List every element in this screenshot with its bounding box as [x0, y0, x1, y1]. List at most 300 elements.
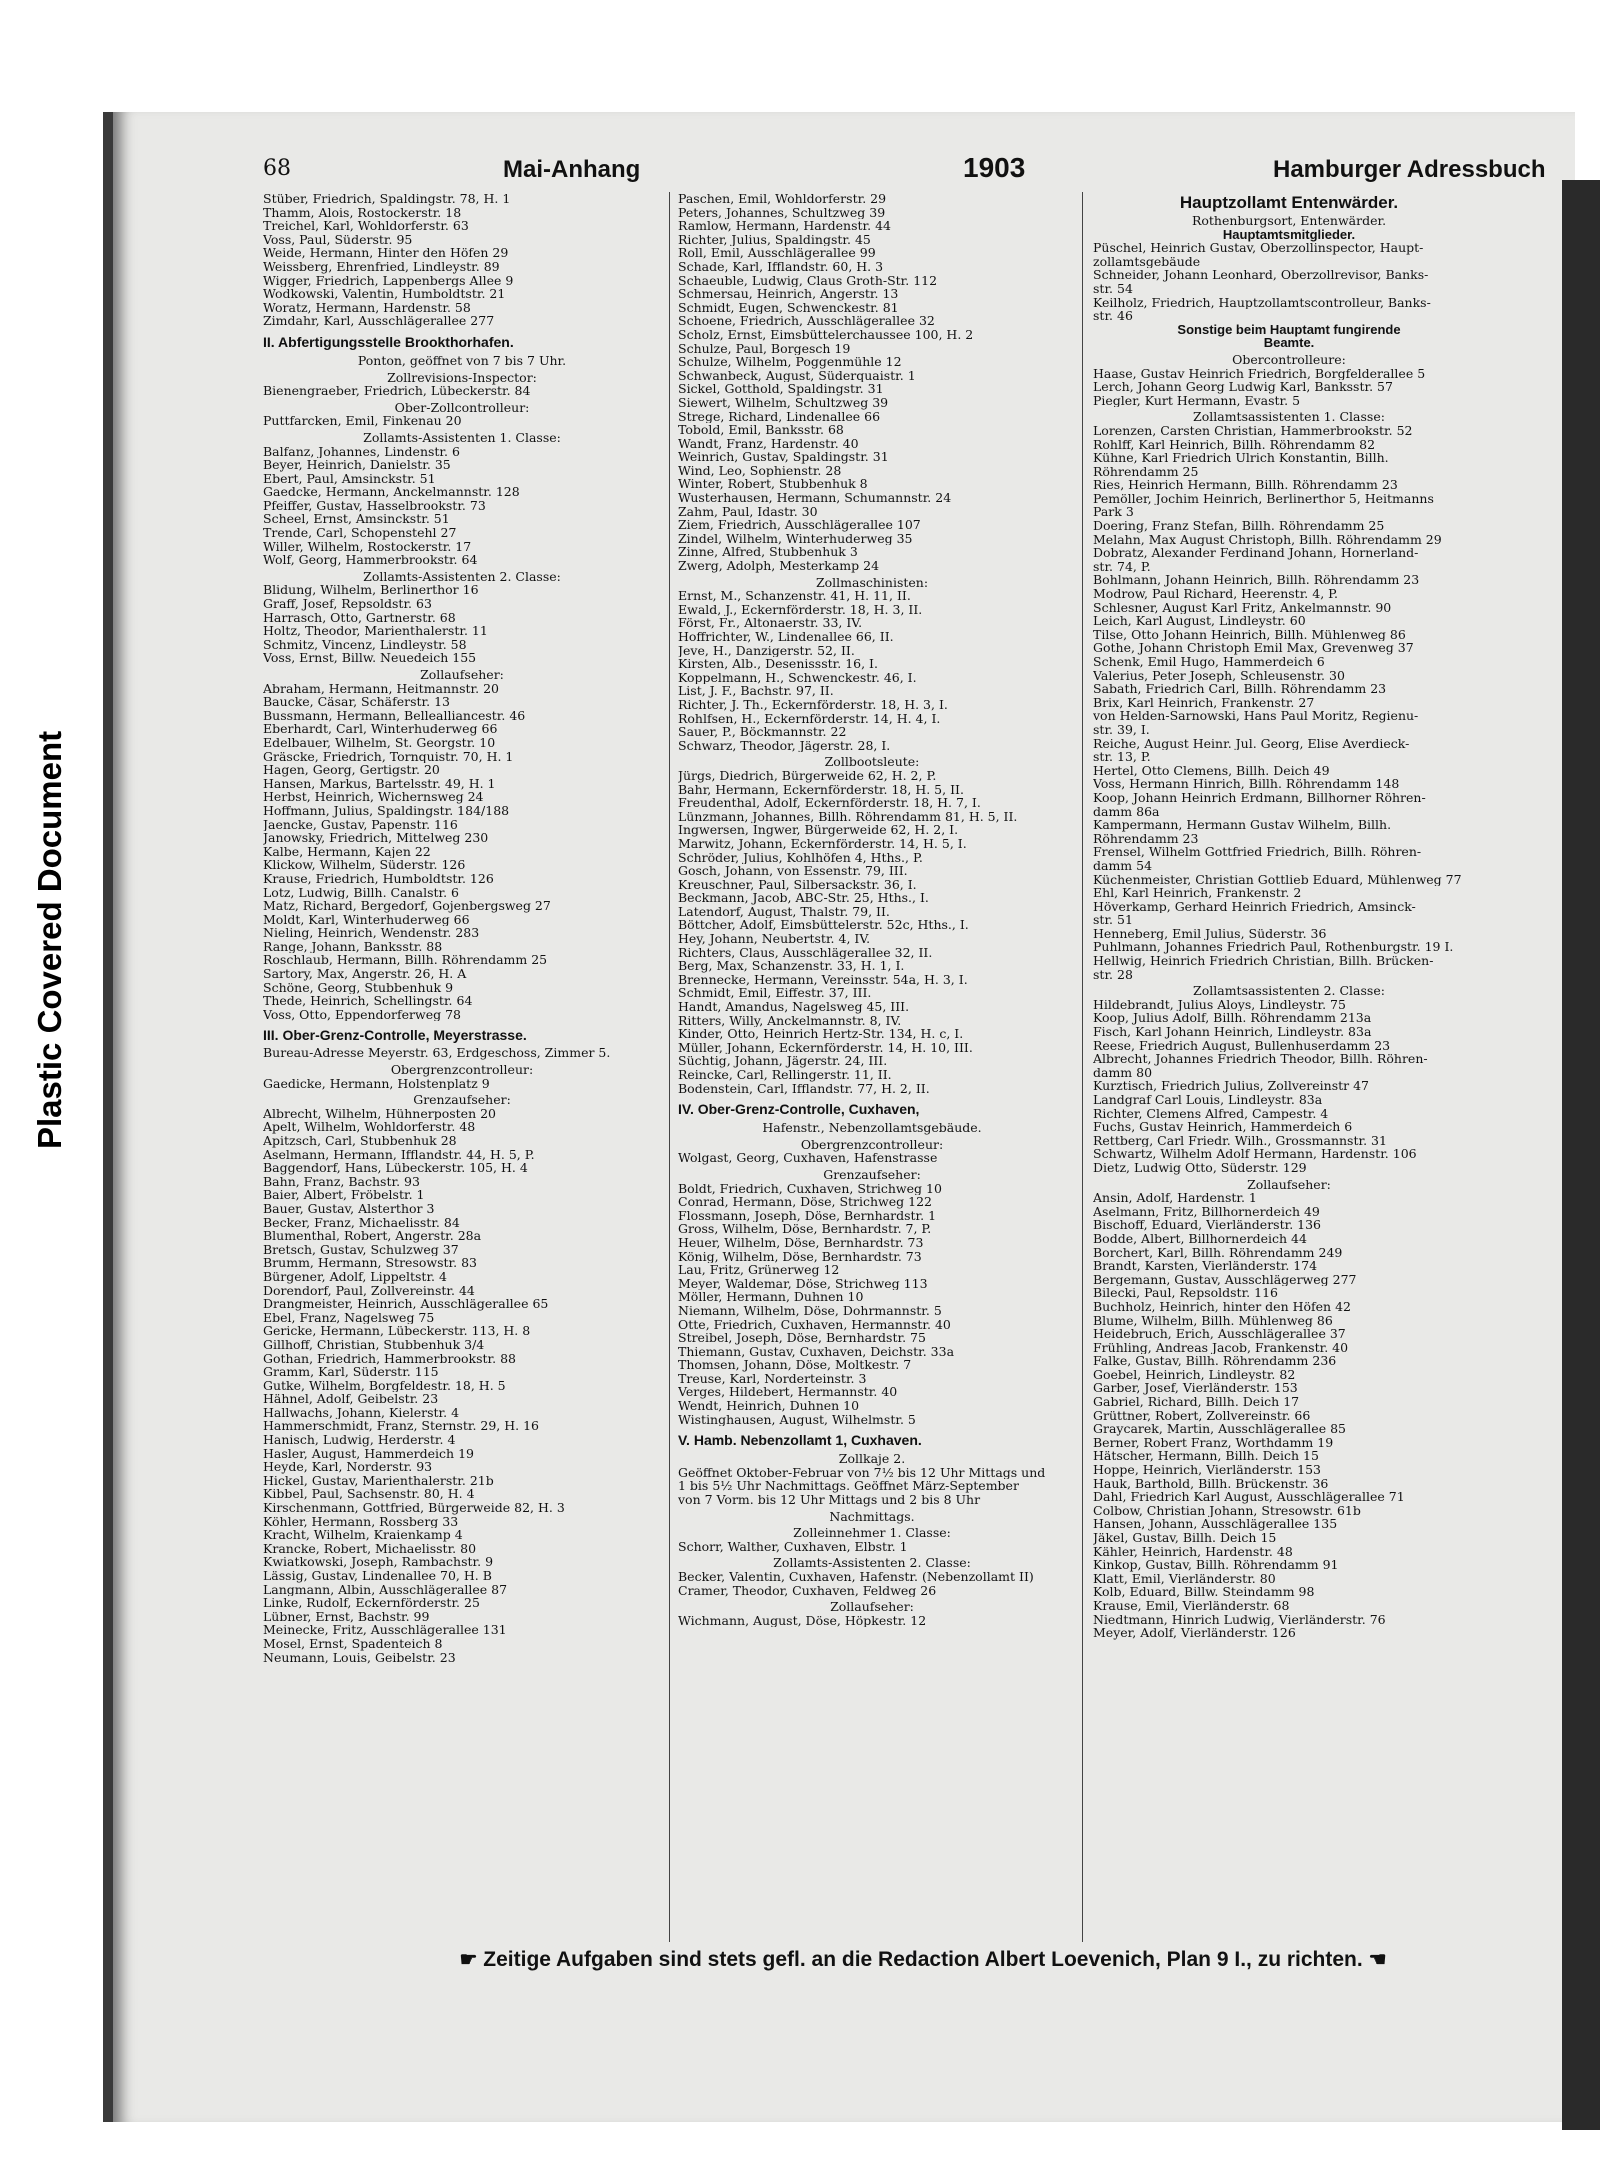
directory-entry: Schaeuble, Ludwig, Claus Groth-Str. 112 — [678, 273, 938, 288]
directory-entry: Thomsen, Johann, Döse, Moltkestr. 7 — [678, 1358, 912, 1372]
directory-entry: Bauer, Gustav, Alsterthor 3 — [263, 1201, 435, 1216]
directory-entry: Höverkamp, Gerhard Heinrich Friedrich, Amsinck- — [1093, 899, 1416, 914]
directory-entry: Wigger, Friedrich, Lappenbergs Allee 9 — [263, 273, 514, 288]
directory-entry: Aselmann, Hermann, Ifflandstr. 44, H. 5, P. — [263, 1147, 535, 1162]
category-label: Zollaufseher: — [1247, 1176, 1331, 1192]
directory-entry: Hansen, Johann, Ausschlägerallee 135 — [1093, 1517, 1338, 1531]
directory-entry: Wolgast, Georg, Cuxhaven, Hafenstrasse — [678, 1151, 938, 1165]
directory-entry: Doering, Franz Stefan, Billh. Röhrendamm 25 — [1093, 519, 1385, 533]
directory-entry: Thede, Heinrich, Schellingstr. 64 — [263, 994, 473, 1008]
category-label: Ponton, geöffnet von 7 bis 7 Uhr. — [357, 352, 567, 368]
directory-entry: Beckmann, Jacob, ABC-Str. 25, Hths., I. — [678, 891, 929, 905]
directory-entry: Blume, Wilhelm, Billh. Mühlenweg 86 — [1093, 1313, 1333, 1328]
directory-entry: Hanisch, Ludwig, Herderstr. 4 — [263, 1433, 456, 1447]
directory-entry: Bretsch, Gustav, Schulzweg 37 — [263, 1242, 459, 1257]
directory-entry: Krause, Friedrich, Humboldtstr. 126 — [263, 871, 494, 886]
category-label: Zollkaje 2. — [838, 1451, 906, 1467]
directory-entry: Koppelmann, H., Schwenckestr. 46, I. — [678, 670, 917, 685]
category-label: Zollrevisions-Inspector: — [387, 369, 537, 385]
directory-entry: Lünzmann, Johannes, Billh. Röhrendamm 81, H. 5, II. — [678, 809, 1018, 824]
category-label: Zollamtsassistenten 1. Classe: — [1193, 409, 1385, 425]
column-left — [263, 192, 661, 1664]
directory-entry: Gross, Wilhelm, Döse, Bernhardstr. 7, P. — [678, 1222, 932, 1236]
side-label: Plastic Covered Document — [31, 730, 68, 1149]
directory-entry: Schmersau, Heinrich, Angerstr. 13 — [678, 287, 899, 301]
directory-entry: damm 54 — [1093, 858, 1153, 873]
directory-entry: Wichmann, August, Döse, Höpkestr. 12 — [678, 1613, 927, 1628]
directory-entry: Conrad, Hermann, Döse, Strichweg 122 — [678, 1195, 932, 1209]
category-label: Zollbootsleute: — [824, 754, 920, 770]
column-divider — [669, 192, 670, 1942]
directory-entry: Treuse, Karl, Norderteinstr. 3 — [678, 1371, 867, 1386]
directory-entry: Sartory, Max, Angerstr. 26, H. A — [263, 967, 467, 981]
directory-entry: Brumm, Hermann, Stresowstr. 83 — [263, 1256, 477, 1270]
directory-entry: Hoppe, Heinrich, Vierländerstr. 153 — [1093, 1463, 1321, 1477]
directory-entry: Kolb, Eduard, Billw. Steindamm 98 — [1093, 1585, 1315, 1599]
directory-entry: Hagen, Georg, Gertigstr. 20 — [263, 763, 440, 777]
header-left-title: Mai-Anhang — [503, 156, 641, 183]
directory-entry: Kinder, Otto, Heinrich Hertz-Str. 134, H. c, I. — [678, 1027, 964, 1041]
directory-entry: Range, Johann, Banksstr. 88 — [263, 939, 443, 954]
directory-entry: Langmann, Albin, Ausschlägerallee 87 — [263, 1582, 508, 1597]
directory-entry: Becker, Franz, Michaelisstr. 84 — [263, 1215, 460, 1230]
directory-entry: Zimdahr, Karl, Ausschlägerallee 277 — [263, 314, 495, 328]
directory-entry: Zwerg, Adolph, Mesterkamp 24 — [678, 559, 880, 573]
directory-entry: Hammerschmidt, Franz, Sternstr. 29, H. 16 — [263, 1419, 540, 1434]
directory-entry: Landgraf Carl Louis, Lindleystr. 83a — [1093, 1093, 1323, 1107]
directory-entry: Flossmann, Joseph, Döse, Bernhardstr. 1 — [678, 1208, 937, 1223]
directory-entry: Freudenthal, Adolf, Eckernförderstr. 18, H. 7, I. — [678, 796, 981, 810]
directory-entry: Jaencke, Gustav, Papenstr. 116 — [263, 817, 458, 832]
directory-entry: Hoffrichter, W., Lindenallee 66, II. — [678, 630, 894, 644]
directory-entry: damm 80 — [1093, 1065, 1153, 1080]
directory-entry: Rohlff, Karl Heinrich, Billh. Röhrendamm 82 — [1093, 437, 1376, 452]
category-label: Zollamts-Assistenten 1. Classe: — [363, 429, 561, 445]
category-label: Zollamts-Assistenten 2. Classe: — [363, 568, 561, 584]
directory-entry: Aselmann, Fritz, Billhornerdeich 49 — [1093, 1204, 1320, 1219]
directory-entry: Bischoff, Eduard, Vierländerstr. 136 — [1093, 1218, 1322, 1232]
directory-entry: Keilholz, Friedrich, Hauptzollamtscontrolleur, Banks- — [1093, 295, 1431, 310]
directory-entry: Hey, Johann, Neubertstr. 4, IV. — [678, 932, 871, 946]
directory-entry: Albrecht, Johannes Friedrich Theodor, Billh. Röhren- — [1093, 1052, 1428, 1066]
directory-entry: Neumann, Louis, Geibelstr. 23 — [263, 1650, 456, 1665]
directory-entry: Gaedcke, Hermann, Anckelmannstr. 128 — [263, 485, 520, 499]
directory-entry: Harrasch, Otto, Gartnerstr. 68 — [263, 610, 456, 625]
directory-entry: Puttfarcken, Emil, Finkenau 20 — [263, 414, 462, 428]
directory-entry: Ewald, J., Eckernförderstr. 18, H. 3, II. — [678, 602, 923, 617]
directory-entry: Müller, Johann, Eckernförderstr. 14, H. 10, III. — [678, 1040, 973, 1055]
category-label: Obergrenzcontrolleur: — [800, 1136, 944, 1152]
directory-entry: Ernst, M., Schanzenstr. 41, H. 11, II. — [678, 589, 911, 603]
directory-entry: Wodkowski, Valentin, Humboldtstr. 21 — [263, 287, 506, 301]
pointing-hand-right-icon: ☚ — [1368, 1949, 1387, 1971]
directory-entry: Klickow, Wilhelm, Süderstr. 126 — [263, 858, 466, 872]
directory-entry: Boldt, Friedrich, Cuxhaven, Strichweg 10 — [678, 1181, 942, 1196]
directory-entry: str. 28 — [1093, 967, 1133, 982]
directory-entry: Lübner, Ernst, Bachstr. 99 — [263, 1609, 430, 1624]
page-number: 68 — [263, 156, 291, 181]
directory-entry: Baier, Albert, Fröbelstr. 1 — [263, 1188, 425, 1202]
directory-entry: Bilecki, Paul, Repsoldstr. 116 — [1093, 1286, 1278, 1300]
directory-entry: Heyde, Karl, Norderstr. 93 — [263, 1460, 433, 1474]
directory-entry: Först, Fr., Altonaerstr. 33, IV. — [678, 616, 863, 630]
directory-entry: Lau, Fritz, Grünerweg 12 — [678, 1263, 840, 1277]
directory-entry: Meinecke, Fritz, Ausschlägerallee 131 — [263, 1623, 507, 1637]
directory-entry: Ansin, Adolf, Hardenstr. 1 — [1093, 1191, 1257, 1205]
header-right-title: Hamburger Adressbuch — [1273, 156, 1546, 183]
directory-entry: Süchtig, Johann, Jägerstr. 24, III. — [678, 1054, 888, 1068]
directory-entry: Blidung, Wilhelm, Berlinerthor 16 — [263, 583, 479, 598]
directory-entry: Jäkel, Gustav, Billh. Deich 15 — [1093, 1531, 1277, 1545]
directory-entry: Berner, Robert Franz, Worthdamm 19 — [1093, 1435, 1334, 1450]
directory-entry: Colbow, Christian Johann, Stresowstr. 61b — [1093, 1503, 1361, 1518]
directory-entry: Rohlfsen, H., Eckernförderstr. 14, H. 4, I. — [678, 711, 941, 726]
directory-entry: Lorenzen, Carsten Christian, Hammerbrookstr. 52 — [1093, 423, 1413, 438]
directory-entry: Pfeiffer, Gustav, Hasselbrookstr. 73 — [263, 498, 486, 513]
page-content — [263, 152, 1583, 2122]
footer-notice — [343, 1947, 1503, 1972]
directory-entry: Böttcher, Adolf, Eimsbüttelerstr. 52c, Hths., I. — [678, 918, 969, 933]
directory-entry: Ramlow, Hermann, Hardenstr. 44 — [678, 219, 891, 233]
page-edge-shadow — [1562, 180, 1600, 2130]
directory-entry: Stüber, Friedrich, Spaldingstr. 78, H. 1 — [263, 192, 511, 206]
directory-entry: Richters, Claus, Ausschlägerallee 32, II. — [678, 945, 933, 960]
directory-entry: Becker, Valentin, Cuxhaven, Hafenstr. (Nebenzollamt II) — [678, 1570, 1034, 1584]
directory-entry: Bureau-Adresse Meyerstr. 63, Erdgeschoss, Zimmer 5. — [263, 1046, 611, 1061]
directory-entry: Brix, Karl Heinrich, Frankenstr. 27 — [1093, 695, 1315, 710]
category-label: Nachmittags. — [829, 1508, 915, 1524]
directory-entry: Schöne, Georg, Stubbenhuk 9 — [263, 980, 454, 995]
category-label: Zollamts-Assistenten 2. Classe: — [773, 1555, 971, 1571]
directory-entry: Paschen, Emil, Wohldorferstr. 29 — [678, 192, 887, 206]
category-label: Obercontrolleure: — [1232, 351, 1346, 367]
category-label: Grenzaufseher: — [413, 1092, 511, 1108]
directory-entry: Meyer, Waldemar, Döse, Strichweg 113 — [678, 1276, 928, 1291]
directory-entry: Röhrendamm 25 — [1093, 464, 1199, 479]
directory-entry: Voss, Otto, Eppendorferweg 78 — [263, 1007, 462, 1022]
subsection-heading: Beamte. — [1263, 335, 1315, 351]
directory-entry: Koop, Julius Adolf, Billh. Röhrendamm 213a — [1093, 1011, 1372, 1026]
directory-entry: Ingwersen, Ingwer, Bürgerweide 62, H. 2, I. — [678, 823, 959, 837]
directory-entry: List, J. F., Bachstr. 97, II. — [678, 684, 834, 698]
directory-entry: Grüttner, Robert, Zollvereinstr. 66 — [1093, 1408, 1311, 1423]
directory-entry: Meyer, Adolf, Vierländerstr. 126 — [1093, 1626, 1296, 1640]
directory-entry: Holtz, Theodor, Marienthalerstr. 11 — [263, 624, 488, 638]
directory-entry: Wistinghausen, August, Wilhelmstr. 5 — [678, 1412, 916, 1427]
directory-entry: Pemöller, Jochim Heinrich, Berlinerthor 5, Heitmanns — [1093, 491, 1434, 506]
directory-entry: Weissberg, Ehrenfried, Lindleystr. 89 — [263, 259, 500, 274]
category-label: Hafenstr., Nebenzollamtsgebäude. — [762, 1120, 982, 1136]
directory-entry: Tilse, Otto Johann Heinrich, Billh. Mühlenweg 86 — [1093, 627, 1406, 642]
pointing-hand-left-icon: ☛ — [459, 1949, 478, 1971]
directory-entry: Kühne, Karl Friedrich Ulrich Konstantin, Billh. — [1093, 451, 1389, 465]
directory-entry: Richter, Clemens Alfred, Campestr. 4 — [1093, 1106, 1329, 1121]
directory-entry: Schneider, Johann Leonhard, Oberzollrevisor, Banks- — [1093, 268, 1429, 282]
directory-entry: Krancke, Robert, Michaelisstr. 80 — [263, 1541, 477, 1556]
directory-entry: Bahn, Franz, Bachstr. 93 — [263, 1174, 420, 1189]
directory-entry: Baucke, Cäsar, Schäferstr. 13 — [263, 695, 450, 709]
directory-entry: Kampermann, Hermann Gustav Wilhelm, Billh. — [1093, 818, 1392, 832]
directory-entry: Schlesner, August Karl Fritz, Ankelmannstr. 90 — [1093, 600, 1392, 615]
directory-entry: Piegler, Kurt Hermann, Evastr. 5 — [1093, 393, 1301, 408]
directory-entry: Schorr, Walther, Cuxhaven, Elbstr. 1 — [678, 1539, 908, 1554]
directory-entry: Kinkop, Gustav, Billh. Röhrendamm 91 — [1093, 1558, 1339, 1572]
directory-entry: Schmidt, Emil, Eiffestr. 37, III. — [678, 986, 872, 1001]
directory-entry: Roschlaub, Hermann, Billh. Röhrendamm 25 — [263, 953, 548, 968]
directory-entry: Park 3 — [1093, 505, 1134, 520]
directory-entry: Gillhoff, Christian, Stubbenhuk 3/4 — [263, 1337, 485, 1352]
directory-entry: Falke, Gustav, Billh. Röhrendamm 236 — [1093, 1354, 1337, 1368]
category-label: Zollaufseher: — [830, 1599, 914, 1615]
directory-entry: Streibel, Joseph, Döse, Bernhardstr. 75 — [678, 1331, 926, 1345]
directory-entry: Schwanbeck, August, Süderquaistr. 1 — [678, 368, 916, 383]
directory-entry: Hansen, Markus, Bartelsstr. 49, H. 1 — [263, 776, 496, 791]
directory-entry: Thamm, Alois, Rostockerstr. 18 — [263, 205, 462, 220]
directory-entry: str. 46 — [1093, 309, 1133, 323]
directory-entry: Linke, Rudolf, Eckernförderstr. 25 — [263, 1596, 480, 1610]
directory-entry: Bodde, Albert, Billhornerdeich 44 — [1093, 1231, 1307, 1246]
directory-entry: Ehl, Karl Heinrich, Frankenstr. 2 — [1093, 886, 1302, 900]
directory-entry: Köhler, Hermann, Rossberg 33 — [263, 1514, 459, 1529]
directory-entry: Latendorf, August, Thalstr. 79, II. — [678, 904, 890, 919]
directory-entry: Weide, Hermann, Hinter den Höfen 29 — [263, 246, 509, 260]
directory-entry: Hähnel, Adolf, Geibelstr. 23 — [263, 1392, 439, 1406]
directory-entry: Blumenthal, Robert, Angerstr. 28a — [263, 1229, 482, 1243]
directory-entry: Küchenmeister, Christian Gottlieb Eduard, Mühlenweg 77 — [1093, 872, 1462, 887]
directory-entry: Abraham, Hermann, Heitmannstr. 20 — [263, 681, 500, 696]
directory-entry: Reincke, Carl, Rellingerstr. 11, II. — [678, 1068, 892, 1082]
directory-entry: Graff, Josef, Repsoldstr. 63 — [263, 597, 432, 611]
directory-entry: Edelbauer, Wilhelm, St. Georgstr. 10 — [263, 735, 496, 750]
directory-entry: Röhrendamm 23 — [1093, 831, 1199, 846]
directory-entry: Hasler, August, Hammerdeich 19 — [263, 1446, 474, 1461]
directory-entry: Roll, Emil, Ausschlägerallee 99 — [678, 246, 876, 260]
directory-entry: Matz, Richard, Bergedorf, Gojenbergsweg 27 — [263, 899, 551, 913]
directory-entry: str. 39, I. — [1093, 722, 1150, 737]
directory-entry: Kirschenmann, Gottfried, Bürgerweide 82, H. 3 — [263, 1501, 565, 1515]
directory-entry: Schulze, Paul, Borgesch 19 — [678, 341, 851, 356]
directory-entry: str. 51 — [1093, 913, 1133, 927]
directory-entry: Scheel, Ernst, Amsinckstr. 51 — [263, 512, 450, 527]
directory-entry: Kirsten, Alb., Desenissstr. 16, I. — [678, 657, 878, 671]
directory-entry: Siewert, Wilhelm, Schultzweg 39 — [678, 395, 889, 410]
directory-entry: Garber, Josef, Vierländerstr. 153 — [1093, 1381, 1298, 1396]
directory-entry: Voss, Hermann Hinrich, Billh. Röhrendamm 148 — [1093, 777, 1400, 791]
directory-entry: Hätscher, Hermann, Billh. Deich 15 — [1093, 1449, 1319, 1464]
directory-entry: Wandt, Franz, Hardenstr. 40 — [678, 436, 859, 451]
directory-entry: Kwiatkowski, Joseph, Rambachstr. 9 — [263, 1555, 494, 1569]
directory-entry: König, Wilhelm, Döse, Bernhardstr. 73 — [678, 1249, 922, 1264]
directory-entry: Hellwig, Heinrich Friedrich Christian, Billh. Brücken- — [1093, 954, 1434, 968]
section-heading: III. Ober-Grenz-Controlle, Meyerstrasse. — [263, 1027, 527, 1044]
directory-entry: Apitzsch, Carl, Stubbenhuk 28 — [263, 1134, 457, 1148]
directory-entry: Kurztisch, Friedrich Julius, Zollvereinstr 47 — [1093, 1079, 1370, 1093]
directory-entry: Gosch, Johann, von Essenstr. 79, III. — [678, 864, 908, 878]
directory-entry: Woratz, Hermann, Hardenstr. 58 — [263, 300, 471, 315]
directory-entry: damm 86a — [1093, 804, 1160, 819]
directory-entry: Heuer, Wilhelm, Döse, Bernhardstr. 73 — [678, 1235, 924, 1250]
directory-entry: Peters, Johannes, Schultzweg 39 — [678, 205, 886, 220]
directory-entry: Hickel, Gustav, Marienthalerstr. 21b — [263, 1473, 494, 1488]
directory-entry: Mosel, Ernst, Spadenteich 8 — [263, 1636, 443, 1651]
directory-entry: Melahn, Max August Christoph, Billh. Röhrendamm 29 — [1093, 532, 1442, 547]
directory-entry: Ritters, Willy, Anckelmannstr. 8, IV. — [678, 1013, 902, 1028]
category-label: Zolleinnehmer 1. Classe: — [793, 1525, 951, 1541]
directory-entry: Winter, Robert, Stubbenhuk 8 — [678, 477, 868, 492]
directory-entry: Niemann, Wilhelm, Döse, Dohrmannstr. 5 — [678, 1303, 942, 1318]
directory-entry: Dahl, Friedrich Karl August, Ausschlägerallee 71 — [1093, 1490, 1405, 1504]
category-label: Rothenburgsort, Entenwärder. — [1191, 213, 1387, 228]
directory-entry: Willer, Wilhelm, Rostockerstr. 17 — [263, 539, 472, 554]
directory-entry: Bohlmann, Johann Heinrich, Billh. Röhrendamm 23 — [1093, 573, 1420, 588]
directory-entry: Krause, Emil, Vierländerstr. 68 — [1093, 1598, 1290, 1613]
directory-entry: Kalbe, Hermann, Kajen 22 — [263, 844, 431, 859]
directory-entry: Schmidt, Eugen, Schwenckestr. 81 — [678, 300, 899, 315]
directory-entry: Schwarz, Theodor, Jägerstr. 28, I. — [678, 738, 891, 753]
directory-entry: von 7 Vorm. bis 12 Uhr Mittags und 2 bis 8 Uhr — [678, 1493, 981, 1507]
directory-entry: Strege, Richard, Lindenallee 66 — [678, 409, 881, 424]
column-divider — [1082, 192, 1083, 1942]
directory-entry: Püschel, Heinrich Gustav, Oberzollinspector, Haupt- — [1093, 241, 1424, 255]
directory-entry: Dietz, Ludwig Otto, Süderstr. 129 — [1093, 1160, 1307, 1175]
directory-entry: Sauer, P., Böckmannstr. 22 — [678, 725, 847, 739]
directory-entry: Gabriel, Richard, Billh. Deich 17 — [1093, 1395, 1300, 1409]
directory-entry: Scholz, Ernst, Eimsbüttelerchaussee 100, H. 2 — [678, 327, 974, 342]
category-label: Zollamtsassistenten 2. Classe: — [1193, 983, 1385, 999]
directory-entry: Balfanz, Johannes, Lindenstr. 6 — [263, 444, 460, 459]
directory-entry: Richter, Julius, Spaldingstr. 45 — [678, 232, 871, 247]
directory-entry: Beyer, Heinrich, Danielstr. 35 — [263, 458, 451, 472]
directory-entry: Herbst, Heinrich, Wichernsweg 24 — [263, 790, 484, 804]
directory-entry: Tobold, Emil, Banksstr. 68 — [678, 423, 844, 437]
directory-entry: Wendt, Heinrich, Duhnen 10 — [678, 1399, 860, 1413]
directory-entry: Sabath, Friedrich Carl, Billh. Röhrendamm 23 — [1093, 682, 1387, 696]
directory-entry: Weinrich, Gustav, Spaldingstr. 31 — [678, 450, 889, 464]
directory-entry: Kreuschner, Paul, Silbersackstr. 36, I. — [678, 877, 917, 892]
directory-entry: Ebel, Franz, Nagelsweg 75 — [263, 1310, 435, 1325]
directory-entry: Drangmeister, Heinrich, Ausschlägerallee 65 — [263, 1297, 549, 1311]
directory-entry: Fisch, Karl Johann Heinrich, Lindleystr. 83a — [1093, 1025, 1372, 1039]
directory-entry: Geöffnet Oktober-Februar von 7½ bis 12 Uhr Mittags und — [678, 1465, 1046, 1480]
directory-entry: Voss, Ernst, Billw. Neuedeich 155 — [263, 651, 477, 665]
directory-entry: Gericke, Hermann, Lübeckerstr. 113, H. 8 — [263, 1324, 531, 1338]
directory-entry: Trende, Carl, Schopenstehl 27 — [263, 526, 457, 540]
directory-entry: Schwartz, Wilhelm Adolf Hermann, Hardenstr. 106 — [1093, 1147, 1417, 1161]
directory-entry: Jürgs, Diedrich, Bürgerweide 62, H. 2, P. — [678, 768, 937, 783]
directory-entry: zollamtsgebäude — [1093, 254, 1201, 269]
directory-entry: Gaedicke, Hermann, Holstenplatz 9 — [263, 1076, 490, 1091]
directory-entry: Modrow, Paul Richard, Heerenstr. 4, P. — [1093, 587, 1339, 601]
directory-entry: Valerius, Peter Joseph, Schleusenstr. 30 — [1093, 668, 1345, 683]
directory-entry: Rettberg, Carl Friedr. Wilh., Grossmannstr. 31 — [1093, 1133, 1387, 1148]
directory-entry: Bodenstein, Carl, Ifflandstr. 77, H. 2, II. — [678, 1081, 930, 1096]
directory-entry: Zinne, Alfred, Stubbenhuk 3 — [678, 545, 858, 560]
directory-entry: Hauk, Barthold, Billh. Brückenstr. 36 — [1093, 1476, 1329, 1491]
page-header — [263, 152, 1583, 190]
subsection-heading: Hauptamtsmitglieder. — [1222, 226, 1356, 242]
directory-entry: Voss, Paul, Süderstr. 95 — [263, 232, 413, 247]
directory-entry: Klatt, Emil, Vierländerstr. 80 — [1093, 1571, 1276, 1586]
directory-entry: Lotz, Ludwig, Billh. Canalstr. 6 — [263, 885, 460, 900]
category-label: Zollmaschinisten: — [815, 574, 929, 590]
directory-entry: Wind, Leo, Sophienstr. 28 — [678, 463, 842, 478]
directory-entry: Reese, Friedrich August, Bullenhuserdamm 23 — [1093, 1038, 1391, 1053]
document-page — [103, 112, 1575, 2122]
directory-entry: str. 54 — [1093, 281, 1133, 296]
directory-entry: Hertel, Otto Clemens, Billh. Deich 49 — [1093, 763, 1330, 778]
directory-entry: Buchholz, Heinrich, hinter den Höfen 42 — [1093, 1299, 1351, 1314]
directory-entry: von Helden-Sarnowski, Hans Paul Moritz, Regienu- — [1093, 709, 1419, 723]
directory-entry: Jeve, H., Danzigerstr. 52, II. — [678, 643, 855, 658]
directory-entry: Borchert, Karl, Billh. Röhrendamm 249 — [1093, 1245, 1343, 1260]
directory-entry: str. 74, P. — [1093, 559, 1151, 574]
directory-entry: Möller, Hermann, Duhnen 10 — [678, 1290, 864, 1304]
column-right — [1093, 192, 1485, 1640]
directory-entry: Lerch, Johann Georg Ludwig Karl, Banksstr. 57 — [1093, 380, 1393, 394]
directory-entry: Hildebrandt, Julius Aloys, Lindleystr. 75 — [1093, 997, 1346, 1012]
directory-entry: Koop, Johann Heinrich Erdmann, Billhorner Röhren- — [1093, 790, 1426, 805]
directory-entry: Puhlmann, Johannes Friedrich Paul, Rothenburgstr. 19 I. — [1093, 940, 1454, 955]
directory-entry: Graycarek, Martin, Ausschlägerallee 85 — [1093, 1422, 1346, 1436]
directory-entry: Wolf, Georg, Hammerbrookstr. 64 — [263, 553, 478, 567]
directory-entry: Schröder, Julius, Kohlhöfen 4, Hths., P. — [678, 850, 923, 865]
directory-entry: Fuchs, Gustav Heinrich, Hammerdeich 6 — [1093, 1120, 1353, 1134]
directory-entry: Otte, Friedrich, Cuxhaven, Hermannstr. 40 — [678, 1317, 951, 1332]
directory-entry: Bahr, Hermann, Eckernförderstr. 18, H. 5, II. — [678, 782, 964, 797]
column-middle — [678, 192, 1066, 1627]
section-heading: II. Abfertigungsstelle Brookthorhafen. — [263, 333, 514, 350]
directory-entry: Bergemann, Gustav, Ausschlägerweg 277 — [1093, 1272, 1357, 1287]
section-heading: IV. Ober-Grenz-Controlle, Cuxhaven, — [678, 1101, 920, 1118]
directory-entry: Zindel, Wilhelm, Winterhuderweg 35 — [678, 531, 913, 546]
directory-entry: Leich, Karl August, Lindleystr. 60 — [1093, 614, 1306, 628]
directory-entry: Baggendorf, Hans, Lübeckerstr. 105, H. 4 — [263, 1161, 528, 1175]
directory-entry: Niedtmann, Hinrich Ludwig, Vierländerstr. 76 — [1093, 1612, 1386, 1627]
directory-entry: Gothe, Johann Christoph Emil Max, Grevenweg 37 — [1093, 641, 1414, 655]
directory-entry: Hoffmann, Julius, Spaldingstr. 184/188 — [263, 803, 510, 818]
directory-entry: Henneberg, Emil Julius, Süderstr. 36 — [1093, 926, 1327, 941]
directory-entry: Moldt, Karl, Winterhuderweg 66 — [263, 912, 470, 927]
directory-entry: Ebert, Paul, Amsinckstr. 51 — [263, 471, 436, 486]
directory-entry: Schade, Karl, Ifflandstr. 60, H. 3 — [678, 259, 884, 274]
directory-entry: Eberhardt, Carl, Winterhuderweg 66 — [263, 722, 498, 736]
subsection-heading: Sonstige beim Hauptamt fungirende — [1177, 321, 1401, 337]
directory-entry: Gramm, Karl, Süderstr. 115 — [263, 1365, 439, 1379]
directory-entry: Treichel, Karl, Wohldorferstr. 63 — [263, 219, 469, 233]
directory-entry: str. 13, P. — [1093, 750, 1151, 764]
section-heading: V. Hamb. Nebenzollamt 1, Cuxhaven. — [678, 1432, 922, 1449]
directory-entry: Verges, Hildebert, Hermannstr. 40 — [678, 1385, 898, 1400]
directory-entry: Bussmann, Hermann, Bellealliancestr. 46 — [263, 708, 526, 723]
directory-entry: Hallwachs, Johann, Kielerstr. 4 — [263, 1405, 460, 1420]
directory-entry: Bienengraeber, Friedrich, Lübeckerstr. 84 — [263, 384, 531, 398]
directory-entry: Goebel, Heinrich, Lindleystr. 82 — [1093, 1367, 1296, 1382]
directory-entry: Gräscke, Friedrich, Tornquistr. 70, H. 1 — [263, 749, 514, 764]
directory-entry: Sickel, Gotthold, Spaldingstr. 31 — [678, 382, 884, 396]
directory-entry: Haase, Gustav Heinrich Friedrich, Borgfelderallee 5 — [1093, 366, 1426, 381]
directory-entry: Wusterhausen, Hermann, Schumannstr. 24 — [678, 491, 952, 505]
directory-entry: 1 bis 5½ Uhr Nachmittags. Geöffnet März-September — [678, 1479, 1019, 1494]
category-label: Zollaufseher: — [420, 667, 504, 682]
directory-entry: Kähler, Heinrich, Hardenstr. 48 — [1093, 1544, 1293, 1559]
category-label: Ober-Zollcontrolleur: — [394, 399, 530, 415]
directory-entry: Handt, Amandus, Nagelsweg 45, III. — [678, 1000, 910, 1014]
directory-entry: Brandt, Karsten, Vierländerstr. 174 — [1093, 1259, 1318, 1273]
directory-entry: Ziem, Friedrich, Ausschlägerallee 107 — [678, 518, 921, 532]
category-label: Grenzaufseher: — [823, 1166, 921, 1182]
directory-entry: Heidebruch, Erich, Ausschlägerallee 37 — [1093, 1327, 1346, 1341]
directory-entry: Cramer, Theodor, Cuxhaven, Feldweg 26 — [678, 1583, 937, 1598]
